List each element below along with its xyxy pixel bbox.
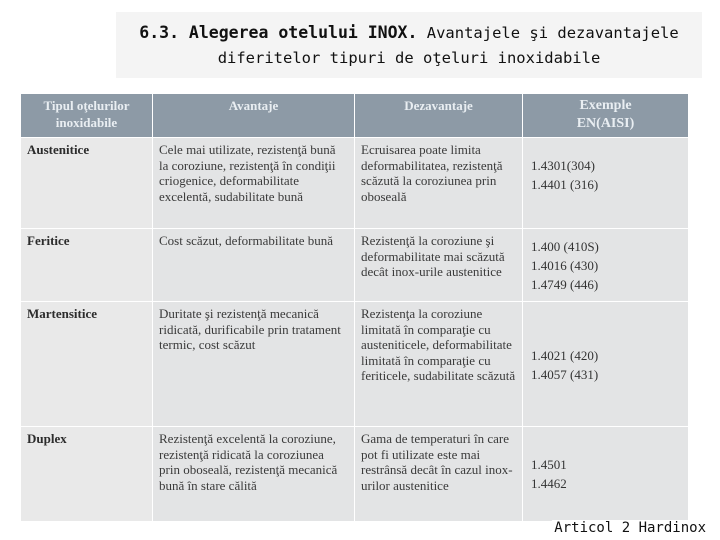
title-bold: 6.3. Alegerea otelului INOX. [139,23,418,42]
header-type-line2: inoxidabile [55,115,118,130]
header-examples-line1: Exemple [579,98,632,113]
header-type [21,94,153,138]
header-examples-line2: EN(AISI) [576,116,635,131]
footer-source: Articol 2 Hardinox [554,520,706,536]
title-rest: Avantajele şi dezavantajele [417,24,679,42]
table-row [21,302,689,427]
header-advantages: Avantaje [153,94,355,138]
example-item: 1.4301(304) [531,158,595,173]
row-type: Austenitice [21,138,153,229]
example-item: 1.4462 [531,476,567,491]
row-examples [523,302,689,427]
row-type: Martensitice [21,302,153,427]
example-item: 1.4749 (446) [531,277,599,292]
header-disadvantages: Dezavantaje [355,94,523,138]
row-disadvantages: Gama de temperaturi în care pot fi utilizate este mai restrânsă decât în cazul inox-urilor austenitice [355,427,523,522]
slide-title [116,12,702,78]
row-advantages: Rezistenţă excelentă la coroziune, rezistenţă ridicată la coroziunea prin oboseală, rezistenţă mecanică bună în stare călită [153,427,355,522]
steel-comparison-table-wrapper [20,93,688,521]
row-disadvantages: Ecruisarea poate limita deformabilitatea, rezistenţă scăzută la coroziunea prin oboseală [355,138,523,229]
steel-comparison-table [20,93,688,521]
example-item: 1.4021 (420) [531,348,599,363]
row-advantages: Cele mai utilizate, rezistenţă bună la coroziune, rezistenţă în condiţii criogenice, deformabilitate excelentă, sudabilitate bună [153,138,355,229]
title-line-2: diferitelor tipuri de oţeluri inoxidabile [217,49,601,67]
row-advantages: Cost scăzut, deformabilitate bună [153,229,355,302]
header-type-line1: Tipul oţelurilor [43,98,130,113]
example-item: 1.4401 (316) [531,177,599,192]
row-examples [523,138,689,229]
table-row [21,229,689,302]
header-examples [523,94,689,138]
table-row [21,138,689,229]
example-item: 1.4057 (431) [531,367,599,382]
row-disadvantages: Rezistenţă la coroziune şi deformabilitate mai scăzută decât inox-urile austenitice [355,229,523,302]
row-disadvantages: Rezistenţa la coroziune limitată în comparaţie cu austeniticele, deformabilitate limitată în comparaţie cu feriticele, sudabilitate scăzută [355,302,523,427]
table-header-row [21,94,689,138]
example-item: 1.4501 [531,457,567,472]
example-item: 1.4016 (430) [531,258,599,273]
row-examples [523,229,689,302]
row-type: Duplex [21,427,153,522]
row-examples [523,427,689,522]
table-row [21,427,689,522]
row-type: Feritice [21,229,153,302]
row-advantages: Duritate şi rezistenţă mecanică ridicată, durificabile prin tratament termic, cost scăzut [153,302,355,427]
title-line-1 [116,23,702,42]
example-item: 1.400 (410S) [531,239,599,254]
